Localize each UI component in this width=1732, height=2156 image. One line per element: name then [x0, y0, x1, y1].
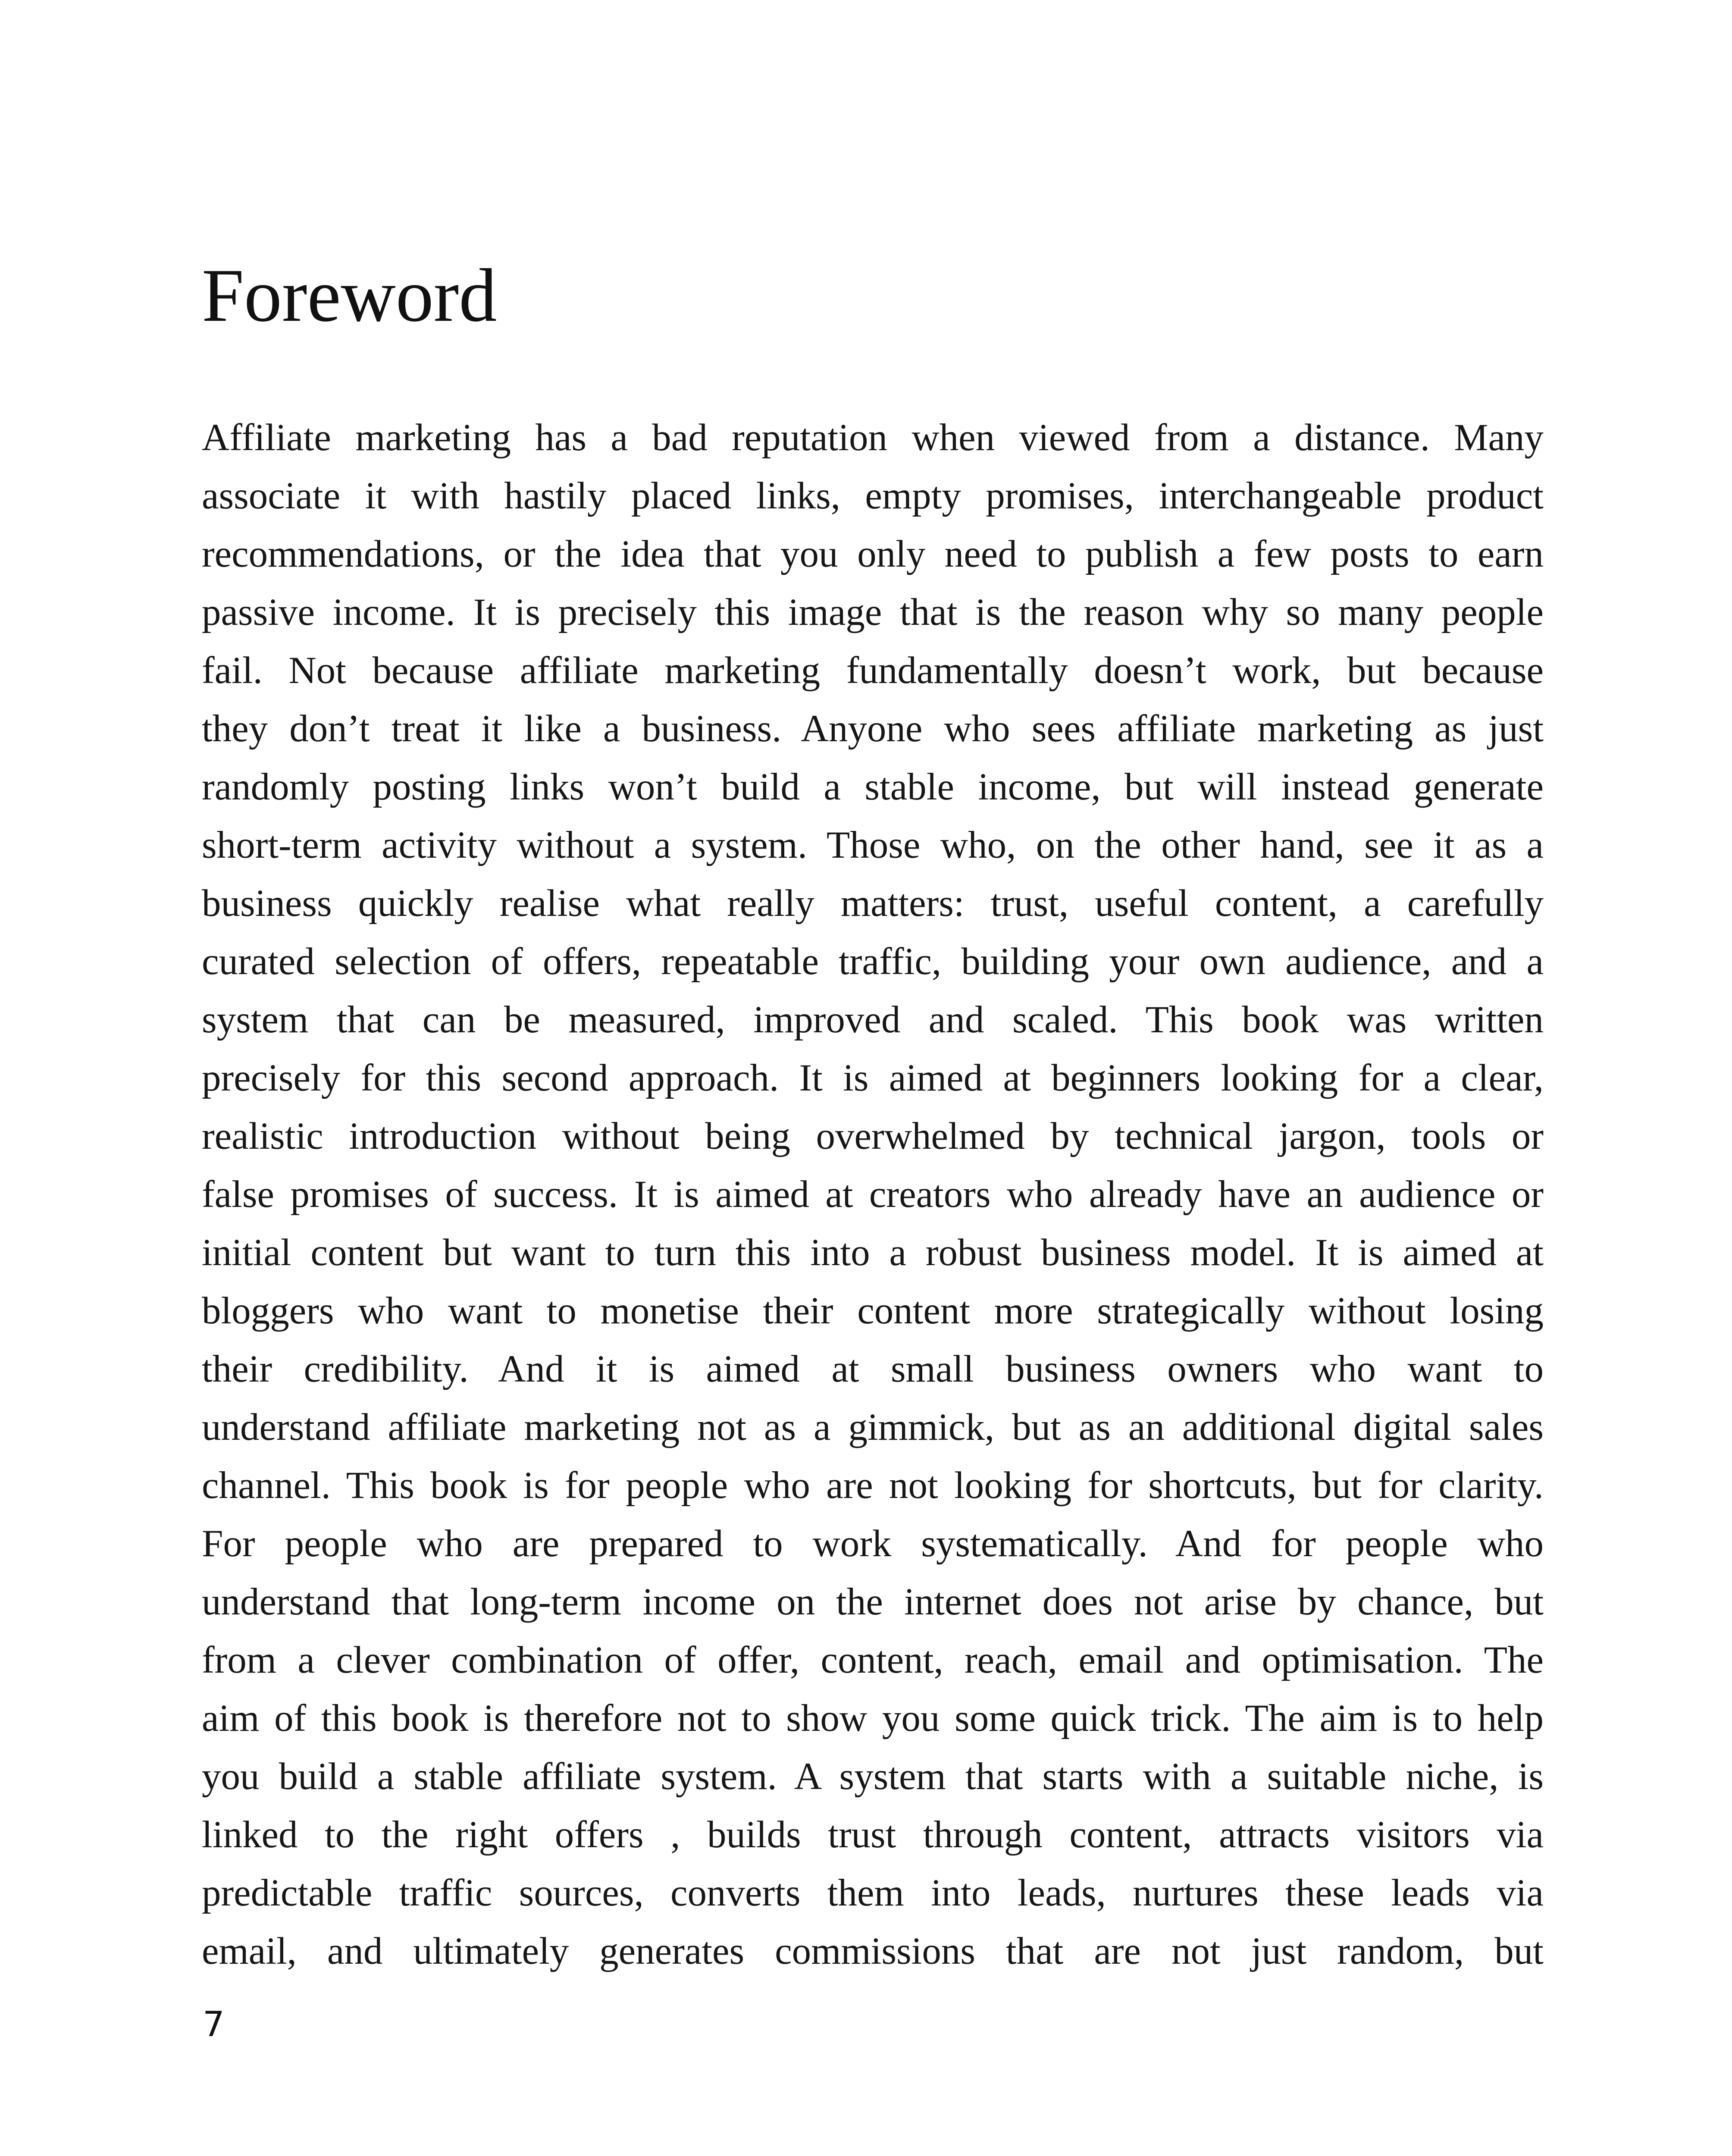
- text-line: business quickly realise what really matters: trust, useful content, a carefully: [202, 882, 1544, 924]
- text-line: they don’t treat it like a business. Anyone who sees affiliate marketing as just: [202, 708, 1544, 750]
- text-line: understand that long-term income on the internet does not arise by chance, but: [202, 1581, 1544, 1623]
- text-line: For people who are prepared to work systematically. And for people who: [202, 1523, 1544, 1565]
- text-line: predictable traffic sources, converts them into leads, nurtures these leads via: [202, 1872, 1544, 1914]
- chapter-title: Foreword: [202, 254, 497, 338]
- text-line: false promises of success. It is aimed at creators who already have an audience or: [202, 1173, 1544, 1216]
- text-line: their credibility. And it is aimed at small business owners who want to: [202, 1348, 1544, 1390]
- text-line: passive income. It is precisely this image that is the reason why so many people: [202, 591, 1544, 633]
- text-line: linked to the right offers , builds trust through content, attracts visitors via: [202, 1814, 1544, 1856]
- text-line: Affiliate marketing has a bad reputation when viewed from a distance. Many: [202, 417, 1544, 459]
- text-line: realistic introduction without being overwhelmed by technical jargon, tools or: [202, 1115, 1544, 1157]
- text-line: short-term activity without a system. Those who, on the other hand, see it as a: [202, 824, 1544, 866]
- text-line: aim of this book is therefore not to show you some quick trick. The aim is to help: [202, 1697, 1544, 1739]
- text-line: curated selection of offers, repeatable traffic, building your own audience, and a: [202, 940, 1544, 983]
- text-line: associate it with hastily placed links, empty promises, interchangeable product: [202, 475, 1544, 517]
- text-line: channel. This book is for people who are not looking for shortcuts, but for clarity.: [202, 1464, 1544, 1507]
- page-number: 7: [203, 2004, 225, 2044]
- text-line: bloggers who want to monetise their content more strategically without losing: [202, 1290, 1544, 1332]
- text-line: from a clever combination of offer, content, reach, email and optimisation. The: [202, 1639, 1544, 1681]
- text-line: precisely for this second approach. It is aimed at beginners looking for a clear,: [202, 1057, 1544, 1099]
- body-paragraph: [202, 409, 1544, 1981]
- text-line: understand affiliate marketing not as a gimmick, but as an additional digital sales: [202, 1406, 1544, 1448]
- text-line: initial content but want to turn this into a robust business model. It is aimed at: [202, 1232, 1544, 1274]
- text-line: recommendations, or the idea that you only need to publish a few posts to earn: [202, 533, 1544, 575]
- text-line: you build a stable affiliate system. A system that starts with a suitable niche, is: [202, 1755, 1544, 1798]
- text-line: system that can be measured, improved and scaled. This book was written: [202, 999, 1544, 1041]
- text-line: email, and ultimately generates commissions that are not just random, but: [202, 1930, 1544, 1972]
- text-line: randomly posting links won’t build a stable income, but will instead generate: [202, 766, 1544, 808]
- text-line: fail. Not because affiliate marketing fundamentally doesn’t work, but because: [202, 649, 1544, 692]
